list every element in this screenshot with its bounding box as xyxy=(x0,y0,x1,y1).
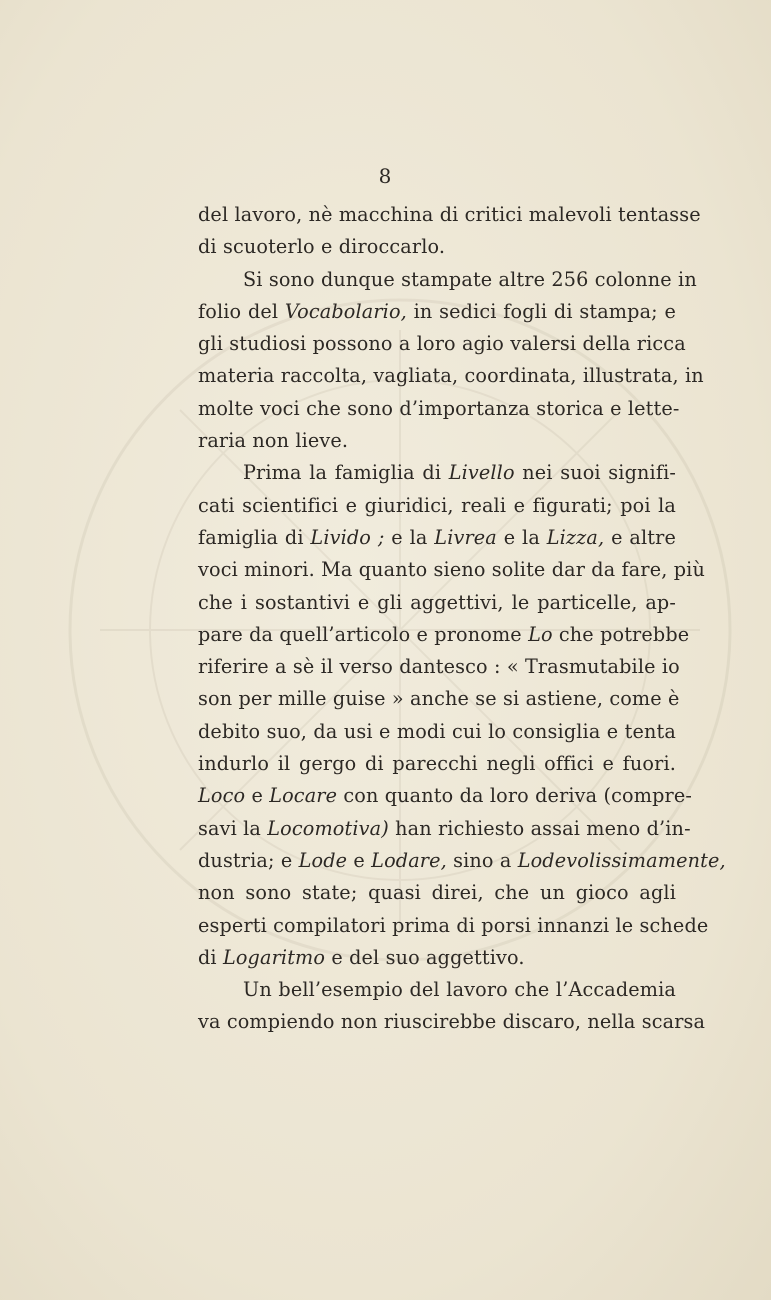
text-segment: han richiesto assai meno d’in- xyxy=(388,816,691,840)
text-line xyxy=(198,716,676,748)
text-segment: folio del xyxy=(198,299,285,323)
text-segment: molte voci che sono d’importanza storica e lette- xyxy=(198,396,680,420)
text-segment: e altre xyxy=(604,525,676,549)
text-segment: famiglia di xyxy=(198,525,311,549)
italic-term: Livello xyxy=(448,461,515,485)
text-segment: indurlo il gergo di parecchi negli offici e fuori. xyxy=(198,752,676,776)
italic-term: Logaritmo xyxy=(222,945,326,969)
text-segment: debito suo, da usi e modi cui lo consiglia e tenta xyxy=(198,719,676,743)
text-segment: in sedici fogli di stampa; e xyxy=(406,299,676,323)
text-line xyxy=(198,1006,706,1038)
text-segment: dustria; e xyxy=(198,848,299,872)
text-line xyxy=(198,425,676,457)
text-segment: cati scientifici e giuridici, reali e figurati; poi la xyxy=(198,493,676,517)
text-segment: raria non lieve. xyxy=(198,429,349,453)
body-text xyxy=(198,199,726,1039)
text-segment: sino a xyxy=(446,848,518,872)
text-line xyxy=(198,457,676,489)
page-number: 8 xyxy=(378,164,393,188)
text-line xyxy=(198,974,676,1006)
text-segment: che potrebbe xyxy=(552,622,690,646)
text-segment: voci minori. Ma quanto sieno solite dar da fare, più xyxy=(198,558,705,582)
text-segment: non sono state; quasi direi, che un gioco agli xyxy=(198,881,676,905)
text-segment: e la xyxy=(384,525,435,549)
text-segment: e xyxy=(245,784,270,808)
text-segment: del lavoro, nè macchina di critici malevoli tentasse xyxy=(198,203,701,226)
text-line xyxy=(198,845,726,877)
text-segment: con quanto da loro deriva (compre- xyxy=(337,784,692,808)
text-line xyxy=(198,296,676,328)
text-segment: son per mille guise » anche se si astiene, come è xyxy=(198,687,680,711)
text-line xyxy=(198,942,676,974)
text-line xyxy=(198,231,676,263)
text-line xyxy=(198,199,701,231)
text-segment: di xyxy=(198,945,223,969)
italic-term: Vocabolario, xyxy=(284,299,407,323)
italic-term: Loco xyxy=(198,784,246,808)
text-segment: savi la xyxy=(198,816,268,840)
text-segment: di scuoterlo e diroccarlo. xyxy=(198,235,446,259)
text-segment: Un bell’esempio del lavoro che l’Accademia xyxy=(243,978,676,1002)
text-segment: e xyxy=(347,848,372,872)
text-segment: Si sono dunque stampate altre 256 colonne in xyxy=(243,267,697,291)
text-line xyxy=(198,683,680,715)
italic-term: Livido ; xyxy=(310,525,385,549)
text-line xyxy=(198,780,692,812)
italic-term: Lizza, xyxy=(546,525,605,549)
text-line xyxy=(198,877,676,909)
italic-term: Lode xyxy=(298,848,348,872)
text-segment: che i sostantivi e gli aggettivi, le particelle, ap- xyxy=(198,590,676,614)
text-line xyxy=(198,910,709,942)
text-line xyxy=(198,587,676,619)
italic-term: Lo xyxy=(528,622,553,646)
text-line xyxy=(198,490,676,522)
text-line xyxy=(198,651,680,683)
text-segment: riferire a sè il verso dantesco : « Trasmutabile io xyxy=(198,655,680,679)
text-segment: e del suo aggettivo. xyxy=(325,945,525,969)
text-segment: pare da quell’articolo e pronome xyxy=(198,622,529,646)
text-line xyxy=(198,748,676,780)
italic-term: Locare xyxy=(269,784,338,808)
text-segment: materia raccolta, vagliata, coordinata, illustrata, in xyxy=(198,364,704,388)
text-line xyxy=(198,813,691,845)
italic-term: Livrea xyxy=(434,525,497,549)
italic-term: Locomotiva) xyxy=(267,816,389,840)
text-line xyxy=(198,619,690,651)
italic-term: Lodevolissimamente, xyxy=(517,848,726,872)
text-segment: gli studiosi possono a loro agio valersi della ricca xyxy=(198,332,686,356)
text-segment: va compiendo non riuscirebbe discaro, nella scarsa xyxy=(198,1010,706,1034)
text-line xyxy=(198,554,705,586)
text-segment: esperti compilatori prima di porsi innanzi le schede xyxy=(198,913,709,937)
text-segment: nei suoi signifi- xyxy=(514,461,676,485)
text-line xyxy=(198,522,676,554)
italic-term: Lodare, xyxy=(371,848,447,872)
text-segment: e la xyxy=(496,525,547,549)
text-line xyxy=(198,360,704,392)
text-line xyxy=(198,328,686,360)
text-line xyxy=(198,393,680,425)
text-line xyxy=(198,264,697,296)
text-segment: Prima la famiglia di xyxy=(243,461,449,485)
